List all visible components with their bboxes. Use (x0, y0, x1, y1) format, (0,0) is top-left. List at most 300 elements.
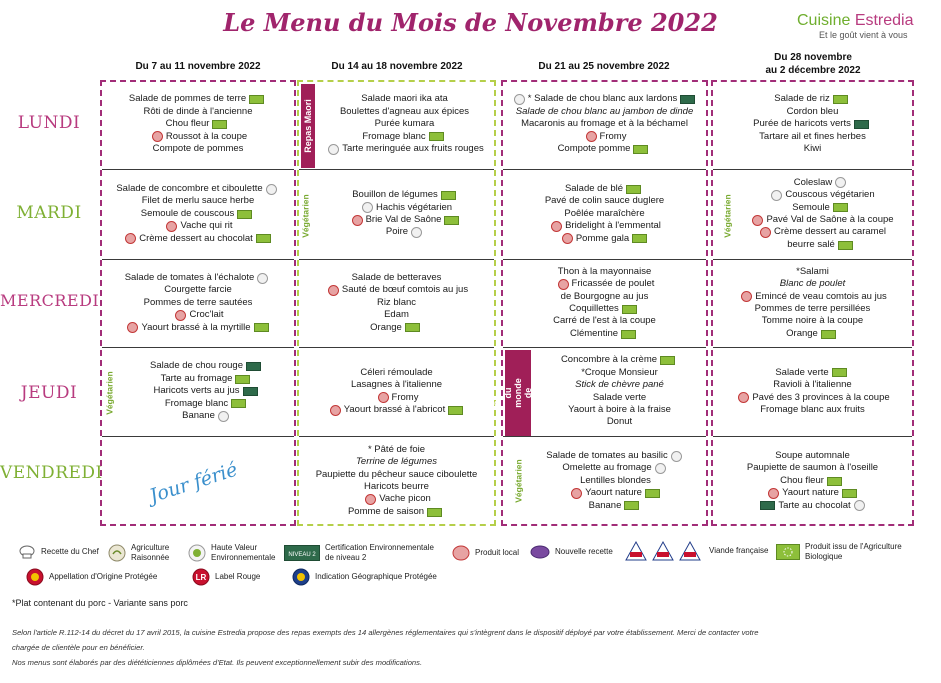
dish-name: Coquillettes (569, 303, 619, 314)
chef-recipe-icon (671, 451, 682, 462)
menu-dish (804, 143, 821, 155)
dish-name: Stick de chèvre pané (575, 379, 664, 391)
hve-seal-icon (188, 544, 206, 562)
menu-dish (164, 284, 232, 296)
bio-icon (833, 203, 848, 212)
menu-dish (348, 506, 445, 518)
dish-name: Salade de pommes de terre (128, 93, 247, 105)
bio-icon (622, 305, 637, 314)
menu-dish (165, 398, 249, 410)
dish-name: Clémentine (569, 327, 619, 339)
bio-icon (626, 185, 641, 194)
local-product-icon (378, 392, 389, 403)
menu-dish (161, 373, 254, 385)
dish-name: Salade verte (775, 366, 829, 378)
dish-name: Fromy (391, 391, 419, 403)
dish-name: Pavé des 3 provinces à la coupe (752, 391, 890, 403)
menu-cell (713, 80, 912, 169)
dish-name: Donut (606, 416, 633, 428)
menu-dish (124, 322, 271, 334)
menu-dish (775, 450, 849, 462)
menu-dish (765, 487, 860, 499)
dish-name: Pavé Val de Saône à la coupe (766, 214, 894, 225)
bio-icon (660, 356, 675, 365)
dish-name: Crème dessert au chocolat (139, 232, 253, 244)
menu-dish (149, 131, 247, 143)
dish-name: Filet de merlu sauce herbe (141, 195, 255, 207)
vegetarien-tag-w4-mardi: Végétarien (723, 194, 733, 238)
legend-agriculture-biologique: Produit issu de l'Agriculture Biologique (776, 542, 936, 561)
igp-icon (292, 568, 310, 586)
dish-name: Salade de chou blanc au jambon de dinde (515, 105, 694, 117)
menu-cell (503, 259, 706, 347)
legend-viande-francaise: Viande française (624, 540, 774, 562)
dish-name: Haricots verts au jus (153, 385, 240, 397)
dish-name: Rôti de dinde à l'ancienne (143, 105, 253, 117)
dish-name: Vache qui rit (180, 220, 233, 232)
footer-line-3: Nos menus sont élaborés par des diététiciennes diplômées d'Etat. Ils peuvent exceptionnellement subir des modifications. (12, 658, 423, 667)
bio-icon (212, 120, 227, 129)
bio-icon (231, 399, 246, 408)
menu-dish (153, 143, 244, 155)
local-product-icon (558, 279, 569, 290)
week-2-column (297, 80, 496, 526)
menu-dish (559, 233, 650, 245)
bio-icon (405, 323, 420, 332)
local-product-icon (562, 233, 573, 244)
dish-name: Yaourt nature (782, 487, 839, 499)
dish-name: Tarte au chocolat (778, 499, 851, 511)
menu-cell (102, 80, 294, 169)
dish-name: *Croque Monsieur (581, 366, 658, 378)
dish-name: Poêlée maraîchère (564, 207, 645, 219)
chef-recipe-icon (854, 500, 865, 511)
menu-cell (299, 347, 494, 436)
dish-name: Terrine de légumes (356, 456, 437, 468)
menu-dish (129, 93, 267, 105)
dish-name: Salade de tomates au basilic (546, 449, 668, 461)
dish-name: Courgette farcie (164, 284, 232, 296)
dish-name: Paupiette du pêcheur sauce ciboulette (315, 468, 478, 480)
label-rouge-icon (192, 568, 210, 586)
dish-name: Sauté de bœuf comtois au jus (341, 284, 469, 296)
menu-cell (299, 436, 494, 526)
dish-name: Bridelight à l'emmental (565, 220, 661, 232)
dish-name: Poire (385, 226, 409, 238)
menu-dish (511, 93, 698, 105)
bio-icon (838, 241, 853, 250)
legend-agriculture-raisonnee: Agriculture Raisonnée (108, 543, 188, 562)
menu-dish (575, 379, 664, 391)
menu-dish (144, 297, 253, 309)
dish-name: Pomme gala (575, 232, 630, 244)
legend-certification-niveau2: NIVEAU 2 Certification Environnementale de niveau 2 (284, 543, 444, 562)
menu-dish (142, 195, 254, 207)
week-3-heading: Du 21 au 25 novembre 2022 (538, 61, 670, 72)
menu-dish (760, 404, 865, 416)
menu-dish (122, 233, 274, 245)
dish-name: Croc'lait (189, 309, 224, 321)
menu-dish (759, 131, 866, 143)
dish-name: de Bourgogne au jus (560, 290, 649, 302)
local-product-icon (586, 131, 597, 142)
week-4-heading: Du 28 novembre au 2 décembre 2022 (765, 52, 861, 76)
local-product-icon (152, 131, 163, 142)
vegetarien-tag-w2-mardi: Végétarien (301, 194, 311, 238)
menu-dish (172, 309, 223, 321)
bio-icon (827, 477, 842, 486)
menu-dish (775, 367, 849, 379)
menu-dish (796, 266, 829, 278)
menu-dish (368, 444, 425, 456)
dish-name: Carré de l'est à la coupe (553, 315, 656, 327)
menu-dish (545, 195, 664, 207)
menu-cell (713, 347, 912, 436)
brand-tagline: Et le goût vient à vous (819, 30, 908, 40)
menu-dish (558, 143, 652, 155)
dish-name: Fricassée de poulet (571, 278, 655, 290)
menu-dish (570, 328, 639, 340)
menu-dish (359, 202, 452, 214)
dish-name: *Salami (796, 265, 829, 277)
dish-name: Crème dessert au caramel (774, 226, 886, 238)
week-2-heading: Du 14 au 18 novembre 2022 (331, 61, 463, 72)
menu-dish (361, 93, 448, 105)
menu-dish (153, 385, 260, 397)
dish-name: Omelette au fromage (562, 462, 652, 474)
dish-name: Ravioli à l'italienne (773, 379, 852, 391)
menu-dish (356, 456, 437, 468)
menu-dish (351, 379, 442, 391)
menu-dish (580, 475, 651, 487)
local-product-icon (551, 221, 562, 232)
menu-dish (589, 500, 643, 512)
menu-dish (352, 189, 459, 201)
menu-dish (607, 416, 632, 428)
day-label-lundi: LUNDI (17, 113, 81, 133)
chef-recipe-icon (411, 227, 422, 238)
menu-dish (375, 392, 419, 404)
menu-dish (749, 214, 893, 226)
dish-name: Salade maori ika ata (361, 93, 448, 105)
dish-name: Salade de tomates à l'échalote (124, 271, 255, 283)
hve-icon (760, 501, 775, 510)
menu-dish (558, 266, 651, 278)
bio-icon (633, 145, 648, 154)
dish-name: Macaronis au fromage et à la béchamel (521, 118, 688, 130)
dish-name: Soupe automnale (775, 449, 850, 461)
bio-icon (821, 330, 836, 339)
local-product-icon (365, 494, 376, 505)
menu-cell (503, 80, 706, 169)
menu-dish (163, 220, 232, 232)
menu-dish (352, 272, 442, 284)
local-product-icon (768, 488, 779, 499)
bio-icon (429, 132, 444, 141)
menu-dish (166, 118, 231, 130)
dish-name: Semoule (792, 201, 830, 213)
menu-dish (362, 131, 446, 143)
menu-dish (553, 315, 656, 327)
dish-name: Yaourt à boire à la fraise (568, 403, 671, 415)
menu-dish (150, 360, 264, 372)
menu-dish (384, 309, 409, 321)
dish-name: Fromage blanc aux fruits (760, 403, 865, 415)
menu-dish (794, 177, 850, 189)
menu-dish (316, 469, 478, 481)
menu-cell (102, 347, 294, 436)
dish-name: Tarte meringuée aux fruits rouges (342, 143, 484, 155)
dish-name: Fromage blanc (164, 397, 229, 409)
dish-name: * Salade de chou blanc aux lardons (527, 93, 678, 105)
chef-recipe-icon (835, 177, 846, 188)
svg-text:NIVEAU 2: NIVEAU 2 (288, 551, 316, 558)
dish-name: Haricots beurre (364, 481, 429, 492)
legend-produit-local: Produit local (452, 545, 532, 561)
hve-icon (680, 95, 695, 104)
dish-name: Tomme noire à la coupe (761, 315, 864, 327)
dish-name: Banane (588, 499, 622, 511)
vegetarien-tag-w3-vendredi: Végétarien (514, 459, 524, 503)
bio-icon (645, 489, 660, 498)
menu-cell (713, 259, 912, 347)
menu-dish (564, 208, 644, 220)
menu-dish (375, 118, 435, 130)
dish-name: Chou fleur (165, 118, 210, 130)
menu-dish (780, 278, 846, 290)
bio-icon (256, 234, 271, 243)
menu-dish (757, 226, 886, 238)
dish-name: Compote pomme (557, 143, 631, 155)
menu-dish (786, 328, 839, 340)
chef-recipe-icon (218, 411, 229, 422)
dish-name: Fromy (599, 130, 627, 142)
footer-note (12, 625, 932, 670)
bio-icon (621, 330, 636, 339)
dish-name: Salade de concombre et ciboulette (116, 182, 263, 194)
dish-name: Concombre à la crème (560, 354, 658, 366)
local-product-icon (328, 285, 339, 296)
local-product-icon (352, 215, 363, 226)
menu-cell (503, 169, 706, 259)
footer-line-2: chargée de clientèle pour en bénéficier. (12, 643, 145, 652)
hve-icon (243, 387, 258, 396)
menu-dish (753, 118, 872, 130)
aop-icon (26, 568, 44, 586)
dish-name: Riz blanc (376, 296, 417, 308)
menu-dish (546, 450, 684, 462)
legend-chef: Recette du Chef (18, 545, 108, 559)
legend-label-rouge: LR Label Rouge (192, 568, 282, 586)
coupe-du-monde-band: Coupe du monde de foot (505, 350, 531, 436)
dish-name: Emincé de veau comtois au jus (755, 290, 887, 302)
nouvelle-recette-icon (530, 545, 550, 559)
dish-name: Roussot à la coupe (165, 130, 248, 142)
bio-icon (441, 191, 456, 200)
menu-dish (548, 220, 661, 232)
menu-dish (773, 379, 851, 391)
bio-icon (249, 95, 264, 104)
local-product-icon (166, 221, 177, 232)
week-1-column (100, 80, 296, 526)
menu-dish (757, 500, 867, 512)
menu-dish (768, 189, 874, 201)
day-label-mercredi: MERCREDI (0, 291, 100, 310)
menu-dish (583, 131, 627, 143)
chef-recipe-icon (266, 184, 277, 195)
menu-dish (561, 354, 678, 366)
menu-dish (565, 183, 644, 195)
dish-name: Lasagnes à l'italienne (350, 379, 443, 391)
dish-name: Bouillon de légumes (352, 189, 438, 201)
local-product-icon (752, 215, 763, 226)
menu-dish (581, 367, 658, 379)
menu-dish (141, 208, 255, 220)
bio-icon (832, 368, 847, 377)
menu-cell (299, 80, 494, 169)
dish-name: Banane (182, 410, 215, 422)
chef-recipe-icon (514, 94, 525, 105)
brand-name: Cuisine Estredia (797, 12, 914, 29)
local-product-icon (738, 392, 749, 403)
menu-dish (569, 303, 640, 315)
dish-name: Pommes de terre sautées (143, 296, 253, 308)
dish-name: Orange (786, 327, 818, 339)
dish-name: Tarte au fromage (160, 372, 233, 384)
local-product-icon (175, 310, 186, 321)
hve-icon (854, 120, 869, 129)
legend-igp: Indication Géographique Protégée (292, 568, 472, 586)
menu-cell (299, 169, 494, 259)
menu-cell (503, 436, 706, 526)
menu-cell (102, 259, 294, 347)
menu-dish (755, 303, 871, 315)
menu-dish (792, 202, 851, 214)
week-3-column (501, 80, 708, 526)
jour-ferie-label: Jour férié (146, 458, 241, 508)
menu-dish (386, 226, 425, 238)
menu-dish (516, 106, 693, 118)
dish-name: Kiwi (803, 143, 822, 155)
dish-name: Couscous végétarien (785, 189, 875, 201)
menu-dish (774, 93, 850, 105)
bio-icon (254, 323, 269, 332)
dish-name: Chou fleur (780, 474, 824, 486)
dish-name: beurre salé (787, 238, 835, 250)
menu-dish (747, 462, 878, 474)
menu-cell (299, 259, 494, 347)
dish-name: Salade de betteraves (351, 271, 442, 283)
dish-name: Purée de haricots verts (753, 118, 851, 130)
svg-text:LR: LR (195, 573, 207, 582)
menu-dish (360, 367, 432, 379)
bio-icon (235, 375, 250, 384)
menu-dish (325, 284, 468, 296)
dish-name: * Pâté de foie (367, 443, 426, 455)
dish-name: Tartare ail et fines herbes (759, 130, 866, 142)
dish-name: Semoule de couscous (140, 207, 235, 219)
menu-dish (568, 404, 671, 416)
local-product-icon (330, 405, 341, 416)
chef-recipe-icon (257, 273, 268, 284)
hve-icon (246, 362, 261, 371)
dish-name: Thon à la mayonnaise (557, 265, 652, 277)
dish-name: Paupiette de saumon à l'oseille (746, 462, 879, 474)
local-product-icon (127, 322, 138, 333)
menu-dish (327, 404, 466, 416)
legend-aop: Appellation d'Origine Protégée (26, 568, 186, 586)
local-product-icon (571, 488, 582, 499)
menu-dish (593, 392, 646, 404)
dish-name: Salade verte (592, 391, 647, 403)
chef-recipe-icon (771, 190, 782, 201)
local-product-icon (760, 227, 771, 238)
menu-dish (125, 272, 272, 284)
agriculture-biologique-icon (776, 544, 800, 560)
bio-icon (833, 95, 848, 104)
bio-icon (237, 210, 252, 219)
dish-name: Orange (370, 321, 402, 333)
brand-logo (797, 12, 937, 40)
menu-dish (349, 214, 463, 226)
certification-niveau2-icon (284, 545, 320, 561)
dish-name: Yaourt brassé à l'abricot (343, 403, 446, 415)
menu-cell (713, 436, 912, 526)
menu-dish (116, 183, 279, 195)
week-1-heading: Du 7 au 11 novembre 2022 (135, 61, 261, 72)
viande-francaise-icon (624, 540, 704, 562)
footer-line-1: Selon l'article R.112-14 du décret du 17 avril 2015, la cuisine Estredia propose des repas exempts des 14 allergènes réglementaires qui s'intègrent dans le dispositif déployé par votre établissement. Merci de contacter votre (12, 628, 759, 637)
legend-hve: Haute Valeur Environnementale (188, 543, 278, 562)
agriculture-raisonnee-icon (108, 544, 126, 562)
menu-dish (780, 475, 845, 487)
dish-name: Pomme de saison (347, 505, 425, 517)
menu-dish (762, 315, 863, 327)
bio-icon (624, 501, 639, 510)
menu-dish (377, 297, 416, 309)
menu-dish (364, 481, 429, 493)
dish-name: Edam (384, 309, 409, 321)
menu-dish (521, 118, 688, 130)
dish-name: Salade de chou rouge (150, 360, 243, 372)
menu-dish (370, 322, 423, 334)
legend-nouvelle-recette: Nouvelle recette (530, 545, 622, 559)
dish-name: Brie Val de Saône (365, 214, 442, 225)
dish-name: Cordon bleu (786, 105, 839, 117)
dish-name: Yaourt nature (585, 487, 642, 499)
menu-cell (713, 169, 912, 259)
page-title: Le Menu du Mois de Novembre 2022 (223, 8, 718, 37)
menu-dish (562, 462, 668, 474)
dish-name: Salade de riz (774, 93, 830, 105)
bio-icon (444, 216, 459, 225)
porc-note: *Plat contenant du porc - Variante sans porc (12, 598, 188, 608)
dish-name: Hachis végétarien (375, 201, 453, 213)
menu-dish (340, 106, 469, 118)
dish-name: Pommes de terre persillées (754, 303, 871, 314)
dish-name: Vache picon (379, 493, 431, 505)
menu-dish (561, 291, 649, 303)
repas-maori-band: Repas Maori (301, 84, 315, 168)
chef-recipe-icon (328, 144, 339, 155)
dish-name: Pavé de colin sauce duglere (544, 195, 665, 207)
dish-name: Salade de blé (564, 182, 624, 194)
menu-dish (787, 239, 856, 251)
chef-recipe-icon (655, 463, 666, 474)
produit-local-icon (452, 545, 470, 561)
menu-dish (325, 143, 484, 155)
dish-name: Coleslaw (793, 176, 833, 188)
